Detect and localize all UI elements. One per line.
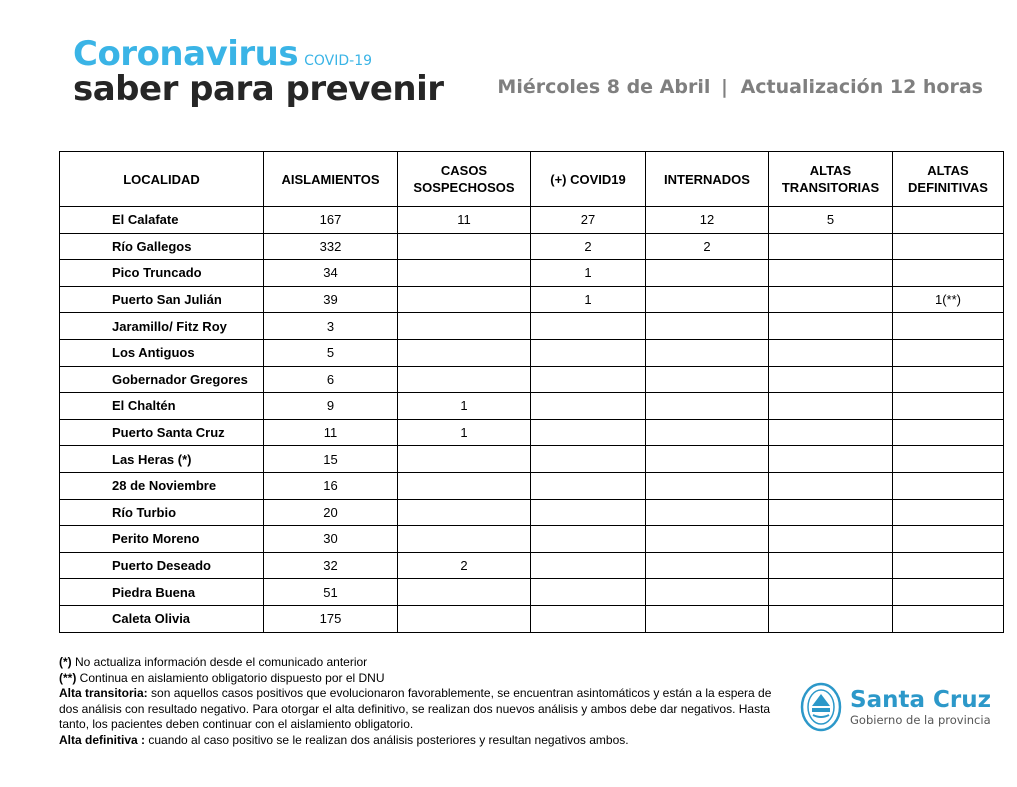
- table-cell: 167: [264, 207, 398, 234]
- table-cell: 39: [264, 286, 398, 313]
- table-cell: [398, 526, 531, 553]
- table-cell: [646, 366, 769, 393]
- table-cell: 2: [646, 233, 769, 260]
- table-cell: [769, 339, 893, 366]
- table-cell: [531, 472, 646, 499]
- table-cell: 11: [264, 419, 398, 446]
- locality-cell: Gobernador Gregores: [60, 366, 264, 393]
- santa-cruz-logo: [800, 682, 991, 732]
- locality-cell: Jaramillo/ Fitz Roy: [60, 313, 264, 340]
- table-cell: 5: [769, 207, 893, 234]
- brand-title: Coronavirus: [73, 34, 299, 74]
- table-cell: 1: [398, 419, 531, 446]
- table-cell: [893, 605, 1004, 632]
- table-cell: 15: [264, 446, 398, 473]
- column-header: ALTAS TRANSITORIAS: [769, 152, 893, 207]
- table-cell: 9: [264, 393, 398, 420]
- table-cell: 1: [531, 286, 646, 313]
- column-header: CASOS SOSPECHOSOS: [398, 152, 531, 207]
- table-cell: [646, 579, 769, 606]
- table-cell: [398, 499, 531, 526]
- table-row: [60, 366, 1004, 393]
- table-cell: [531, 446, 646, 473]
- table-cell: 6: [264, 366, 398, 393]
- table-cell: 20: [264, 499, 398, 526]
- table-cell: [893, 233, 1004, 260]
- table-cell: 1: [531, 260, 646, 287]
- table-cell: [769, 446, 893, 473]
- locality-cell: Los Antiguos: [60, 339, 264, 366]
- locality-cell: Río Turbio: [60, 499, 264, 526]
- table-cell: [893, 260, 1004, 287]
- logo-name: Santa Cruz: [850, 687, 991, 713]
- table-cell: [398, 605, 531, 632]
- table-cell: [646, 526, 769, 553]
- table-cell: 2: [398, 552, 531, 579]
- table-row: [60, 579, 1004, 606]
- locality-cell: Río Gallegos: [60, 233, 264, 260]
- table-cell: 2: [531, 233, 646, 260]
- table-cell: [893, 472, 1004, 499]
- table-row: [60, 552, 1004, 579]
- column-header: ALTAS DEFINITIVAS: [893, 152, 1004, 207]
- table-cell: [531, 526, 646, 553]
- brand-tag: COVID-19: [304, 53, 373, 69]
- table-cell: [769, 419, 893, 446]
- table-cell: 1: [398, 393, 531, 420]
- table-cell: [398, 286, 531, 313]
- logo-text: [850, 687, 991, 727]
- table-cell: [769, 313, 893, 340]
- table-row: [60, 260, 1004, 287]
- table-row: [60, 286, 1004, 313]
- table-cell: [769, 260, 893, 287]
- table-cell: [531, 393, 646, 420]
- table-cell: 32: [264, 552, 398, 579]
- table-cell: [893, 366, 1004, 393]
- table-cell: 3: [264, 313, 398, 340]
- table-cell: [646, 552, 769, 579]
- table-cell: 175: [264, 605, 398, 632]
- column-header: INTERNADOS: [646, 152, 769, 207]
- table-cell: [893, 579, 1004, 606]
- table-cell: [646, 339, 769, 366]
- table-row: [60, 446, 1004, 473]
- locality-cell: El Calafate: [60, 207, 264, 234]
- table-cell: 30: [264, 526, 398, 553]
- locality-cell: Puerto San Julián: [60, 286, 264, 313]
- table-cell: [893, 207, 1004, 234]
- table-cell: [646, 286, 769, 313]
- table-cell: [893, 552, 1004, 579]
- table-cell: 332: [264, 233, 398, 260]
- brand-header: [73, 36, 444, 108]
- alta-transitoria-label: Alta transitoria:: [59, 686, 148, 700]
- locality-cell: Piedra Buena: [60, 579, 264, 606]
- table-row: [60, 419, 1004, 446]
- table-row: [60, 472, 1004, 499]
- table-cell: 16: [264, 472, 398, 499]
- table-cell: [531, 605, 646, 632]
- table-cell: 12: [646, 207, 769, 234]
- table-cell: 1(**): [893, 286, 1004, 313]
- alta-definitiva-label: Alta definitiva :: [59, 732, 146, 747]
- column-header: (+) COVID19: [531, 152, 646, 207]
- locality-cell: Perito Moreno: [60, 526, 264, 553]
- locality-cell: El Chaltén: [60, 393, 264, 420]
- table-cell: [531, 313, 646, 340]
- footnote-1-text: No actualiza información desde el comunicado anterior: [71, 655, 368, 669]
- footnote-2: [59, 671, 779, 687]
- footnotes: [59, 655, 779, 748]
- table-body: [60, 207, 1004, 633]
- brand-subtitle: saber para prevenir: [73, 69, 444, 109]
- table-cell: [531, 552, 646, 579]
- cases-table: [59, 151, 1004, 633]
- report-date: Miércoles 8 de Abril: [497, 76, 711, 98]
- header-separator: |: [721, 76, 728, 98]
- column-header: AISLAMIENTOS: [264, 152, 398, 207]
- footnote-1: [59, 655, 779, 671]
- locality-cell: Las Heras (*): [60, 446, 264, 473]
- table-row: [60, 526, 1004, 553]
- table-cell: 51: [264, 579, 398, 606]
- table-cell: [398, 313, 531, 340]
- table-cell: [769, 499, 893, 526]
- table-cell: [398, 260, 531, 287]
- table-row: [60, 233, 1004, 260]
- locality-cell: Puerto Deseado: [60, 552, 264, 579]
- table-cell: [531, 366, 646, 393]
- table-cell: [646, 393, 769, 420]
- table-cell: [398, 233, 531, 260]
- province-shield-icon: [800, 682, 842, 732]
- table-cell: [893, 446, 1004, 473]
- table-cell: [531, 339, 646, 366]
- logo-subtitle: Gobierno de la provincia: [850, 713, 991, 727]
- table-row: [60, 393, 1004, 420]
- table-cell: [893, 393, 1004, 420]
- table-row: [60, 499, 1004, 526]
- table-cell: [769, 472, 893, 499]
- table-cell: [769, 579, 893, 606]
- header-row: [60, 152, 1004, 207]
- alta-transitoria-text: son aquellos casos positivos que evolucionaron favorablemente, se encuentran asintomáticos y están a la espera de dos análisis con resultado negativo. Para otorgar el alta definitivo, se realizan dos nuevos análisis y ambos debe dar negativos. Hasta tanto, los pacientes deben continuar con el aislamiento obligatorio.: [59, 686, 772, 731]
- table-cell: [893, 419, 1004, 446]
- table-cell: [398, 366, 531, 393]
- table-cell: [398, 446, 531, 473]
- locality-cell: Puerto Santa Cruz: [60, 419, 264, 446]
- brand-line: [73, 36, 444, 72]
- alta-definitiva-text: cuando al caso positivo se le realizan dos análisis posteriores y resultan negativos ambos.: [145, 732, 629, 747]
- table-cell: [893, 526, 1004, 553]
- table-cell: [646, 419, 769, 446]
- table-cell: [769, 233, 893, 260]
- table-header: [60, 152, 1004, 207]
- table-row: [60, 207, 1004, 234]
- footnote-2-mark: (**): [59, 670, 77, 685]
- footnote-alta-transitoria: [59, 686, 779, 733]
- table-cell: [398, 472, 531, 499]
- table-cell: [398, 339, 531, 366]
- table-cell: [769, 552, 893, 579]
- table-row: [60, 605, 1004, 632]
- table-cell: [769, 605, 893, 632]
- table-cell: [646, 446, 769, 473]
- table-cell: [893, 499, 1004, 526]
- locality-cell: 28 de Noviembre: [60, 472, 264, 499]
- table-row: [60, 339, 1004, 366]
- table-row: [60, 313, 1004, 340]
- table-cell: [893, 313, 1004, 340]
- table-cell: [531, 419, 646, 446]
- locality-cell: Pico Truncado: [60, 260, 264, 287]
- column-header: LOCALIDAD: [60, 152, 264, 207]
- table-cell: [646, 472, 769, 499]
- table-cell: [769, 526, 893, 553]
- update-header: [497, 76, 983, 98]
- footnote-alta-definitiva: [59, 733, 779, 749]
- table-cell: 5: [264, 339, 398, 366]
- table-cell: 34: [264, 260, 398, 287]
- table-cell: [769, 393, 893, 420]
- table-cell: [893, 339, 1004, 366]
- table-cell: [646, 260, 769, 287]
- table-cell: [531, 579, 646, 606]
- table-cell: [769, 286, 893, 313]
- footnote-1-mark: (*): [59, 655, 72, 669]
- table-cell: [398, 579, 531, 606]
- table-cell: [646, 499, 769, 526]
- table-cell: 11: [398, 207, 531, 234]
- update-time: Actualización 12 horas: [740, 76, 983, 98]
- locality-cell: Caleta Olivia: [60, 605, 264, 632]
- footnote-2-text: Continua en aislamiento obligatorio dispuesto por el DNU: [76, 670, 385, 685]
- table-cell: [646, 313, 769, 340]
- table-cell: [769, 366, 893, 393]
- table-cell: [646, 605, 769, 632]
- table-cell: [531, 499, 646, 526]
- table-cell: 27: [531, 207, 646, 234]
